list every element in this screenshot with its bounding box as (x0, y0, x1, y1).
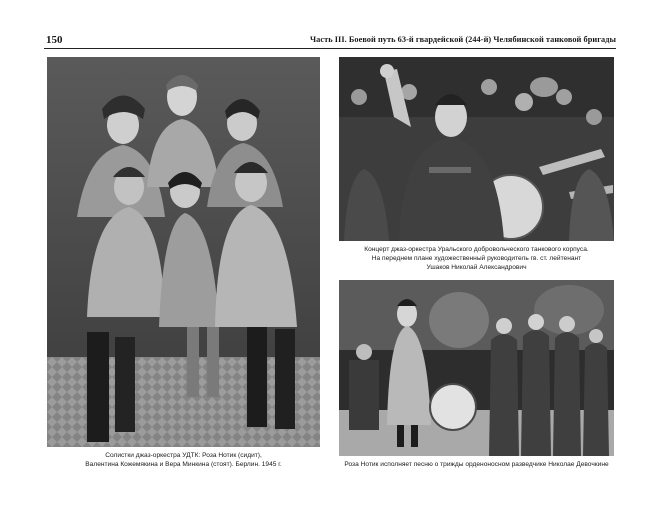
caption-line: На переднем плане художественный руководитель гв. ст. лейтенант (371, 255, 582, 262)
caption-line: Концерт джаз-оркестра Уральского добровольческого танкового корпуса. (364, 246, 589, 253)
group-portrait-photo (47, 57, 320, 447)
caption-line: Роза Нотик исполняет песню о трижды орденоносном разведчике Николае Девочкине (344, 461, 609, 468)
running-title: Часть III. Боевой путь 63-й гвардейской (244-й) Челябинской танковой бригады (310, 35, 616, 44)
caption-line: Солистки джаз-оркестра УДТК: Роза Нотик (сидит), (105, 452, 262, 459)
jazz-orchestra-concert-photo (339, 57, 614, 241)
caption-line: Ушаков Николай Александрович (426, 264, 527, 271)
caption-left-photo (47, 451, 320, 469)
page-header (44, 34, 616, 49)
singer-with-orchestra-photo (339, 280, 614, 456)
caption-line: Валентина Кожемякина и Вера Минкина (стоят). Берлин. 1945 г. (85, 461, 282, 468)
caption-top-right-photo (339, 245, 614, 272)
caption-bottom-right-photo (339, 460, 614, 469)
page-number: 150 (46, 34, 63, 46)
